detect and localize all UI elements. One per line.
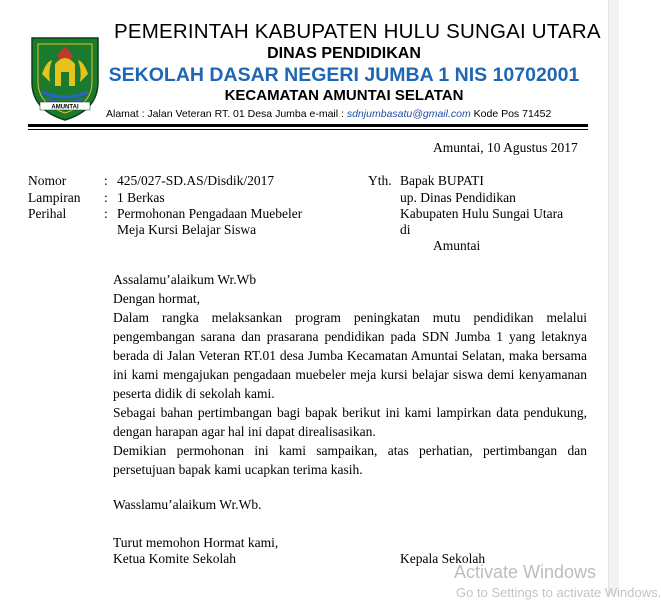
paragraph-3: Demikian permohonan ini kami sampaikan, atas perhatian, pertimbangan dan persetujuan bapak kami ucapkan terima kasih. [113,443,587,477]
recipient-line-3: Kabupaten Hulu Sungai Utara [400,206,564,221]
emblem-motto: AMUNTAI [51,104,79,111]
paragraph-1: Dalam rangka melaksankan program peningkatan mutu pendidikan melalui pengembangan sarana dan prasarana pendidikan pada SDN Jumba 1 yang letaknya berada di Jalan Veteran RT.01 desa Jumba Kecamatan Amuntai Selatan, maka bersama ini kami mengajukan pengadaan muebeler meja kursi belajar siswa demi kenyamanan peserta didik di sekolah kami. [113,310,587,401]
nomor-label: Nomor [28,173,67,188]
signature-right-title: Kepala Sekolah [400,551,486,566]
paragraph-2: Sebagai bahan pertimbangan bagi bapak berikut ini kami lampirkan data pendukung, dengan harapan agar hal ini dapat direalisasikan. [113,405,587,439]
closing: Wasslamu’alaikum Wr.Wb. [113,497,262,512]
recipient-line-5: Amuntai [433,238,481,253]
recipient-line-4: di [400,222,411,237]
letterhead-rule-thick [28,124,588,127]
letterhead-school-name: SEKOLAH DASAR NEGERI JUMBA 1 NIS 10702001 [108,64,580,86]
opening: Dengan hormat, [113,291,200,306]
email-link[interactable]: sdnjumbasatu@gmail.com [346,108,471,120]
signature-left-title: Ketua Komite Sekolah [113,551,236,566]
letterhead-agency: DINAS PENDIDIKAN [267,45,421,62]
recipient-line-2: up. Dinas Pendidikan [400,190,516,205]
lampiran-value: 1 Berkas [117,190,165,205]
recipient-yth: Yth. [368,173,392,188]
regency-emblem-icon [26,30,104,122]
letterhead-district: KECAMATAN AMUNTAI SELATAN [224,87,464,104]
window-scrollbar[interactable] [608,0,619,595]
recipient-line-1: Bapak BUPATI [400,173,484,188]
address-suffix: Kode Pos 71452 [470,108,552,120]
perihal-value-2: Meja Kursi Belajar Siswa [117,222,257,237]
nomor-colon: : [104,173,108,188]
lampiran-colon: : [104,190,108,205]
letterhead-address [106,108,551,120]
perihal-value-1: Permohonan Pengadaan Muebeler [117,206,303,221]
activate-windows-link[interactable]: Go to Settings to activate Windows. [456,585,661,600]
address-prefix: Alamat : Jalan Veteran RT. 01 Desa Jumba e-mail : [106,108,347,120]
nomor-value: 425/027-SD.AS/Disdik/2017 [117,173,275,188]
perihal-colon: : [104,206,108,221]
letterhead-rule-thin [28,129,588,130]
signature-hormat: Turut memohon Hormat kami, [113,535,279,550]
lampiran-label: Lampiran [28,190,81,205]
greeting: Assalamu’alaikum Wr.Wb [113,272,257,287]
activate-windows-title: Activate Windows [454,562,597,582]
letter-date: Amuntai, 10 Agustus 2017 [433,140,578,155]
letterhead-government: PEMERINTAH KABUPATEN HULU SUNGAI UTARA [114,20,601,43]
perihal-label: Perihal [28,206,67,221]
